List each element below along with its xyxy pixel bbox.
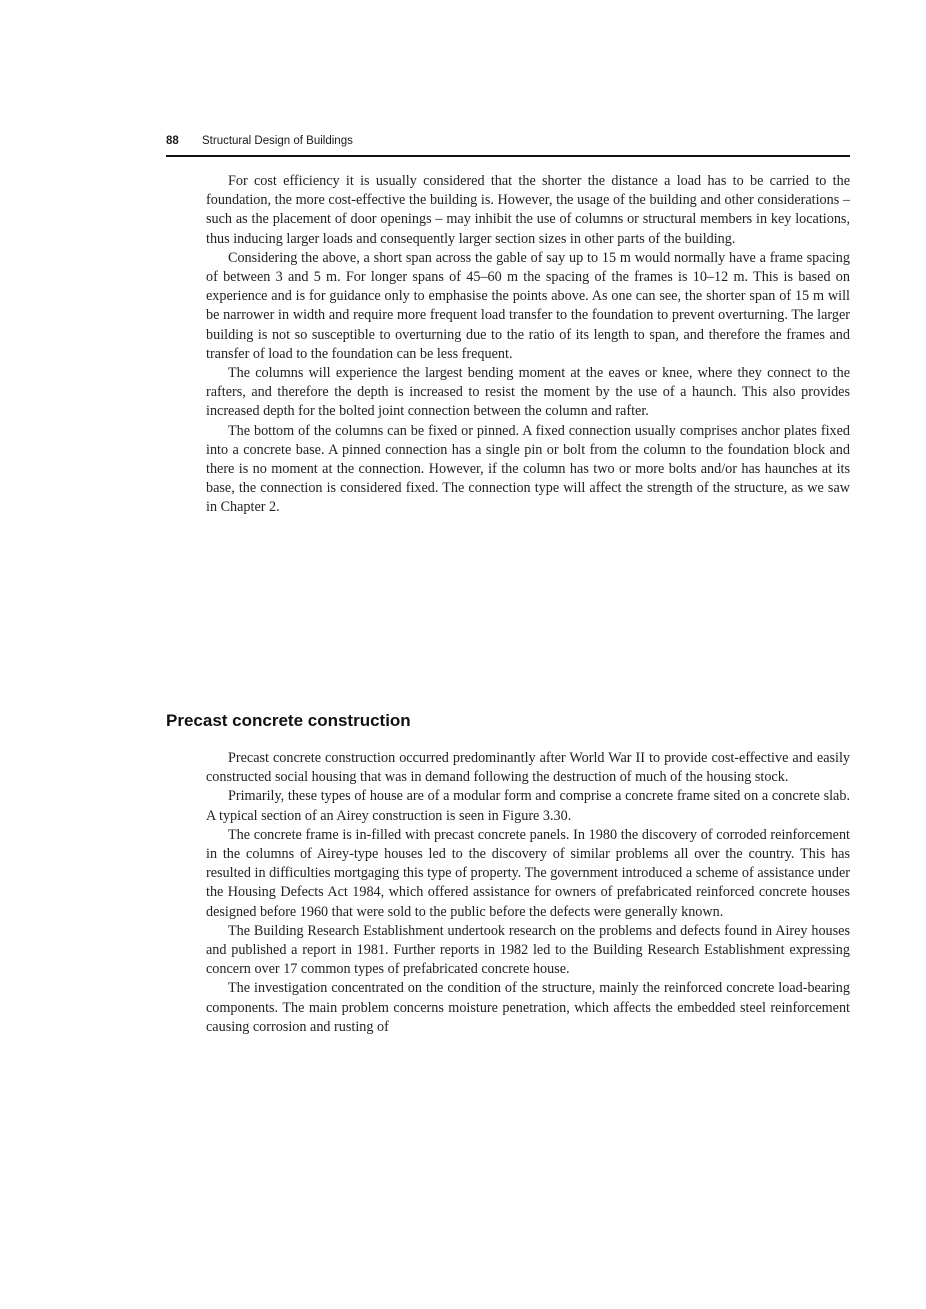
paragraph: The columns will experience the largest bending moment at the eaves or knee, where they connect to the rafters, and therefore the depth is increased to resist the moment by the use of a haunch. This also provides increased depth for the bolted joint connection between the column and rafter.: [206, 365, 850, 420]
header-rule: [166, 155, 850, 157]
body-text-section-1: [206, 172, 850, 518]
page-number: 88: [166, 135, 179, 147]
paragraph: The concrete frame is in-filled with precast concrete panels. In 1980 the discovery of corroded reinforcement in the columns of Airey-type houses led to the discovery of similar problems all over the country. This has resulted in difficulties mortgaging this type of property. The government introduced a scheme of assistance under the Housing Defects Act 1984, which offered assistance for owners of prefabricated reinforced concrete houses designed before 1960 that were sold to the public before the defects were generally known.: [206, 826, 850, 920]
body-text-section-2: [206, 749, 850, 1037]
paragraph: The Building Research Establishment undertook research on the problems and defects found in Airey houses and published a report in 1981. Further reports in 1982 led to the Building Research Establishment expressing concern over 17 common types of prefabricated concrete house.: [206, 922, 850, 978]
paragraph: For cost efficiency it is usually considered that the shorter the distance a load has to be carried to the foundation, the more cost-effective the building is. However, the usage of the building and other considerations – such as the placement of door openings – may inhibit the use of columns or structural members in key locations, thus inducing larger loads and consequently larger section sizes in other parts of the building.: [206, 173, 850, 247]
running-header: [166, 135, 850, 155]
paragraph: Precast concrete construction occurred predominantly after World War II to provide cost-effective and easily constructed social housing that was in demand following the destruction of much of the housing stock.: [206, 750, 850, 786]
paragraph: Considering the above, a short span across the gable of say up to 15 m would normally have a frame spacing of between 3 and 5 m. For longer spans of 45–60 m the spacing of the frames is 10–12 m. This is based on experience and is for guidance only to emphasise the points above. As one can see, the shorter span of 15 m will be narrower in width and require more frequent load transfer to the foundation to prevent overturning. The larger building is not so susceptible to overturning due to the ratio of its length to span, and therefore the frames and transfer of load to the foundation can be less frequent.: [206, 249, 850, 362]
paragraph: The investigation concentrated on the condition of the structure, mainly the reinforced concrete load-bearing components. The main problem concerns moisture penetration, which affects the embedded steel reinforcement causing corrosion and rusting of: [206, 980, 850, 1035]
section-heading: Precast concrete construction: [166, 711, 411, 730]
running-title: Structural Design of Buildings: [202, 135, 353, 147]
paragraph: Primarily, these types of house are of a modular form and comprise a concrete frame sited on a concrete slab. A typical section of an Airey construction is seen in Figure 3.30.: [206, 788, 850, 824]
paragraph: The bottom of the columns can be fixed or pinned. A fixed connection usually comprises anchor plates fixed into a concrete base. A pinned connection has a single pin or bolt from the column to the foundation block and there is no moment at the connection. However, if the column has two or more bolts and/or has haunches at its base, the connection is considered fixed. The connection type will affect the strength of the structure, as we saw in Chapter 2.: [206, 422, 850, 516]
